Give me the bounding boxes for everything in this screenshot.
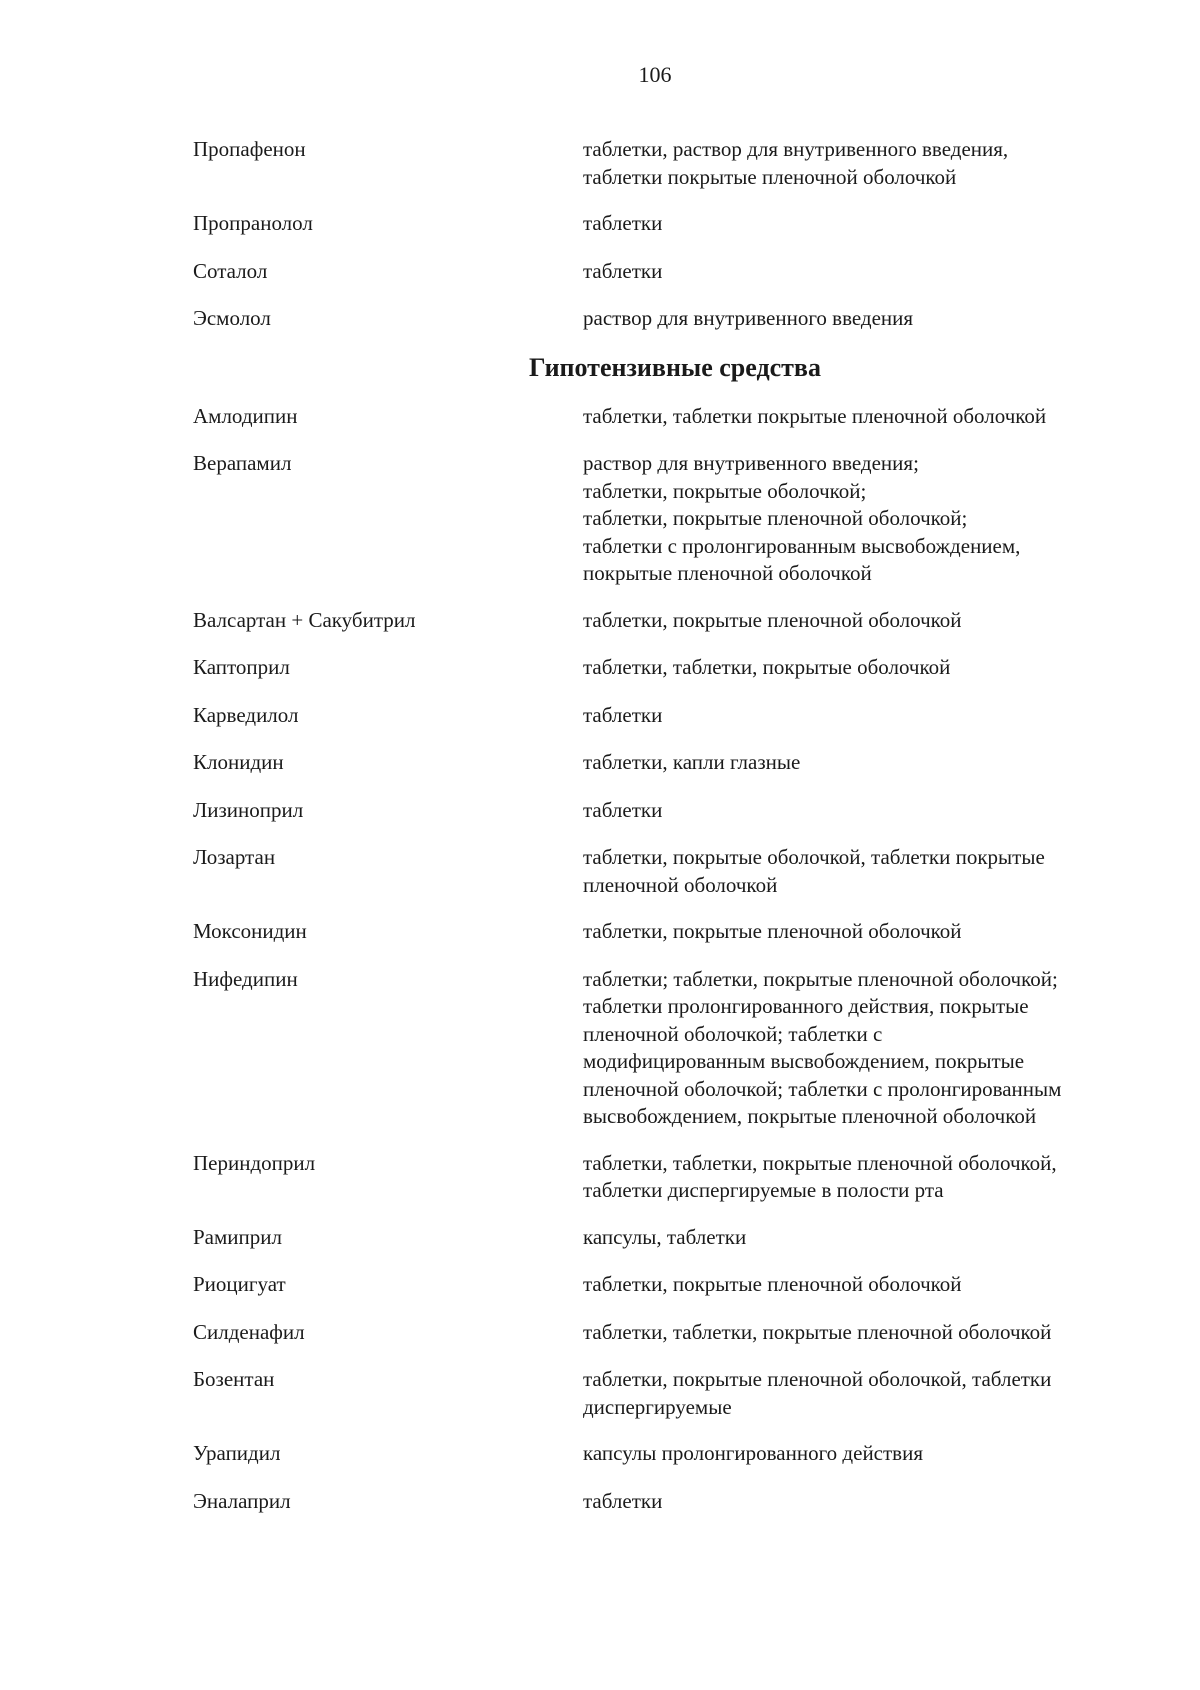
dosage-form-line: таблетки пролонгированного действия, покрытые — [583, 994, 1029, 1018]
dosage-form-line: таблетки, покрытые пленочной оболочкой — [583, 607, 962, 632]
drug-name: Пропранолол — [193, 211, 313, 235]
dosage-form-line: раствор для внутривенного введения; — [583, 451, 919, 475]
drug-row — [0, 607, 1200, 635]
dosage-form-line: таблетки, таблетки покрытые пленочной оболочкой — [583, 403, 1047, 428]
drug-name: Амлодипин — [193, 403, 298, 428]
dosage-form-line: таблетки, таблетки, покрытые оболочкой — [583, 655, 951, 679]
drug-name: Пропафенон — [193, 137, 306, 161]
dosage-form-line: таблетки, покрытые пленочной оболочкой, таблетки — [583, 1367, 1052, 1391]
drug-row — [0, 258, 1200, 286]
dosage-form-line: таблетки — [583, 797, 663, 822]
dosage-forms — [583, 450, 1140, 588]
drug-name: Соталол — [193, 258, 268, 283]
drug-name: Каптоприл — [193, 655, 290, 679]
dosage-forms — [583, 702, 1140, 730]
drug-name: Лозартан — [193, 845, 276, 869]
dosage-forms — [583, 654, 1140, 682]
dosage-form-line: высвобождением, покрытые пленочной оболочкой — [583, 1104, 1037, 1128]
drug-name: Верапамил — [193, 451, 292, 475]
drug-name: Силденафил — [193, 1319, 305, 1344]
dosage-form-line: таблетки, капли глазные — [583, 750, 801, 774]
dosage-form-line: таблетки — [583, 702, 663, 727]
dosage-forms — [583, 305, 1140, 333]
drug-row — [0, 702, 1200, 730]
drug-name: Рамиприл — [193, 1224, 282, 1249]
drug-name: Валсартан + Сакубитрил — [193, 607, 416, 632]
drug-row — [0, 136, 1200, 191]
dosage-form-line: таблетки; таблетки, покрытые пленочной оболочкой; — [583, 966, 1058, 991]
dosage-forms — [583, 1150, 1140, 1205]
dosage-forms — [583, 1224, 1140, 1252]
drug-name: Урапидил — [193, 1441, 281, 1465]
drug-name: Бозентан — [193, 1367, 275, 1391]
dosage-form-line: таблетки покрытые пленочной оболочкой — [583, 164, 957, 189]
drug-name: Эналаприл — [193, 1488, 291, 1513]
dosage-forms — [583, 749, 1140, 777]
dosage-forms — [583, 210, 1140, 238]
drug-row — [0, 210, 1200, 238]
dosage-forms — [583, 403, 1140, 431]
dosage-form-line: таблетки, раствор для внутривенного введения, — [583, 137, 1009, 161]
drug-row — [0, 797, 1200, 825]
dosage-form-line: пленочной оболочкой; таблетки с пролонгированным — [583, 1076, 1062, 1101]
dosage-forms — [583, 844, 1140, 899]
drug-name: Периндоприл — [193, 1150, 316, 1175]
dosage-forms — [583, 136, 1140, 191]
drug-list — [0, 136, 1200, 1535]
dosage-form-line: таблетки, покрытые пленочной оболочкой; — [583, 506, 968, 530]
dosage-forms — [583, 1488, 1140, 1516]
dosage-forms — [583, 1366, 1140, 1421]
dosage-forms — [583, 258, 1140, 286]
dosage-forms — [583, 797, 1140, 825]
dosage-form-line: таблетки, покрытые пленочной оболочкой — [583, 919, 962, 943]
drug-name: Карведилол — [193, 702, 299, 727]
dosage-form-line: таблетки, покрытые оболочкой, таблетки покрытые — [583, 845, 1045, 869]
dosage-form-line: пленочной оболочкой — [583, 872, 778, 897]
section-title: Гипотензивные средства — [529, 352, 821, 382]
drug-row — [0, 654, 1200, 682]
drug-row — [0, 1150, 1200, 1205]
dosage-form-line: таблетки — [583, 1488, 663, 1513]
page-number: 106 — [638, 62, 672, 87]
drug-name: Моксонидин — [193, 919, 307, 943]
dosage-form-line: таблетки — [583, 211, 663, 235]
drug-row — [0, 1319, 1200, 1347]
dosage-form-line: таблетки диспергируемые в полости рта — [583, 1178, 944, 1202]
dosage-form-line: диспергируемые — [583, 1394, 732, 1419]
dosage-form-line: таблетки, покрытые пленочной оболочкой — [583, 1272, 962, 1296]
drug-row — [0, 403, 1200, 431]
drug-row — [0, 450, 1200, 588]
drug-row — [0, 1440, 1200, 1468]
dosage-form-line: пленочной оболочкой; таблетки с — [583, 1021, 883, 1046]
drug-row — [0, 844, 1200, 899]
dosage-forms — [583, 918, 1140, 946]
dosage-form-line: капсулы, таблетки — [583, 1224, 747, 1249]
dosage-form-line: таблетки, покрытые оболочкой; — [583, 478, 867, 503]
drug-row — [0, 305, 1200, 333]
drug-row — [0, 1488, 1200, 1516]
dosage-form-line: капсулы пролонгированного действия — [583, 1441, 923, 1465]
drug-row — [0, 1224, 1200, 1252]
dosage-forms — [583, 1271, 1140, 1299]
drug-name: Риоцигуат — [193, 1272, 286, 1296]
dosage-form-line: таблетки с пролонгированным высвобождением, — [583, 533, 1021, 558]
dosage-form-line: таблетки, таблетки, покрытые пленочной оболочкой, — [583, 1150, 1057, 1175]
dosage-forms — [583, 966, 1140, 1131]
dosage-form-line: модифицированным высвобождением, покрытые — [583, 1049, 1025, 1073]
dosage-form-line: таблетки, таблетки, покрытые пленочной оболочкой — [583, 1319, 1052, 1344]
drug-row — [0, 966, 1200, 1131]
dosage-forms — [583, 607, 1140, 635]
drug-name: Эсмолол — [193, 306, 271, 330]
dosage-forms — [583, 1319, 1140, 1347]
dosage-form-line: раствор для внутривенного введения — [583, 306, 914, 330]
drug-row — [0, 749, 1200, 777]
drug-name: Лизиноприл — [193, 797, 304, 822]
drug-row — [0, 918, 1200, 946]
drug-name: Нифедипин — [193, 966, 298, 991]
dosage-form-line: покрытые пленочной оболочкой — [583, 561, 872, 585]
drug-row — [0, 1271, 1200, 1299]
dosage-form-line: таблетки — [583, 258, 663, 283]
drug-row — [0, 1366, 1200, 1421]
dosage-forms — [583, 1440, 1140, 1468]
drug-name: Клонидин — [193, 750, 284, 774]
